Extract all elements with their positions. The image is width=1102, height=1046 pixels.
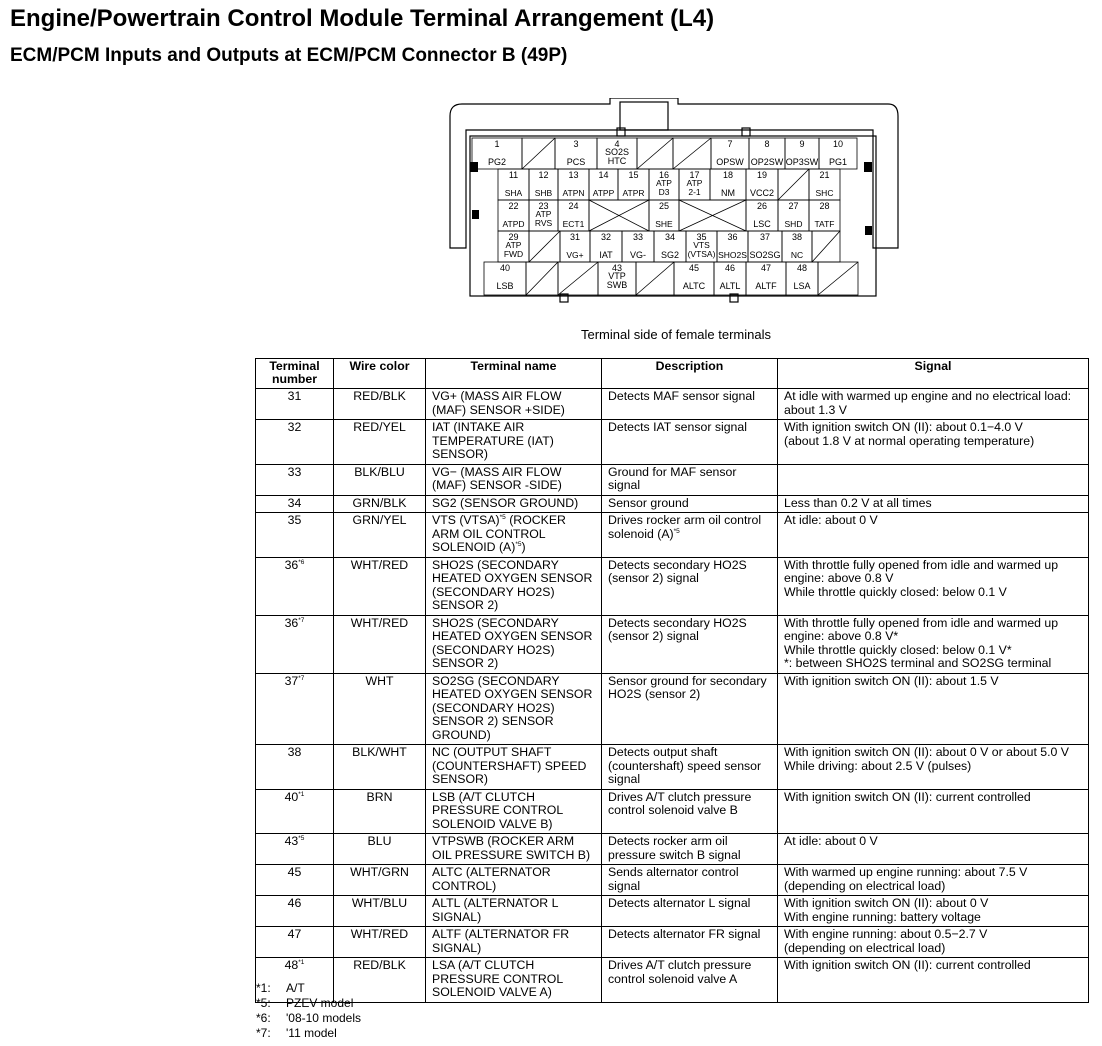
- signal-cell: With ignition switch ON (II): about 0.1−4.0 V (about 1.8 V at normal operating temperature): [778, 420, 1089, 465]
- pin-cell: [529, 169, 558, 200]
- description-cell: Sensor ground: [602, 495, 778, 513]
- terminal-number: 45: [287, 865, 302, 879]
- terminal-number: 43: [284, 834, 299, 848]
- pin-cell: [472, 138, 522, 169]
- signal-cell: With throttle fully opened from idle and warmed up engine: above 0.8 V* While throttle quickly closed: below 0.1 V* *: between SHO2S terminal and SO2SG terminal: [778, 615, 1089, 673]
- footnote-mark: *5:: [256, 996, 271, 1010]
- pin-number: 7: [727, 139, 733, 149]
- empty-cell-slash: [636, 262, 674, 295]
- terminal-name-cell: ALTF (ALTERNATOR FR SIGNAL): [426, 927, 602, 958]
- pin-cell: [717, 231, 748, 262]
- pin-cell: [622, 231, 654, 262]
- pin-number: 22: [508, 201, 519, 211]
- terminal-number-cell: [256, 615, 334, 673]
- wire-color-cell: BLK/BLU: [334, 464, 426, 495]
- wire-color-cell: WHT/RED: [334, 927, 426, 958]
- pin-number: 23: [538, 201, 549, 211]
- table-body: [256, 389, 1089, 1003]
- pin-cell: [597, 138, 637, 169]
- signal-cell: With warmed up engine running: about 7.5 V (depending on electrical load): [778, 865, 1089, 896]
- connector-diagram: [440, 98, 912, 318]
- footnote-text: '11 model: [286, 1026, 337, 1040]
- pin-number: 45: [688, 263, 700, 273]
- table-row: [256, 865, 1089, 896]
- empty-cell-slash: [673, 138, 711, 169]
- pin-number: 43: [611, 263, 623, 273]
- empty-pin-cell: [818, 262, 858, 295]
- pin-label: VTP SWB: [606, 271, 628, 290]
- pin-number: 17: [689, 170, 700, 180]
- signal-cell: With ignition switch ON (II): current controlled: [778, 789, 1089, 834]
- pin-number: 32: [600, 232, 612, 242]
- footnote-text: A/T: [286, 981, 305, 995]
- table-row: [256, 495, 1089, 513]
- description-cell: Detects IAT sensor signal: [602, 420, 778, 465]
- pin-cell: [819, 138, 857, 169]
- footnote-mark: *6:: [256, 1011, 271, 1025]
- terminal-name-cell: SO2SG (SECONDARY HEATED OXYGEN SENSOR (SECONDARY HO2S) SENSOR 2) SENSOR GROUND): [426, 673, 602, 745]
- pin-number: 27: [788, 201, 799, 211]
- pin-cell: [778, 200, 809, 231]
- signal-cell: With engine running: about 0.5−2.7 V (depending on electrical load): [778, 927, 1089, 958]
- empty-cell-slash: [812, 231, 840, 262]
- header-wire-color: Wire color: [334, 359, 426, 389]
- header-terminal-number: Terminal number: [256, 359, 334, 389]
- pin-cell: [710, 169, 746, 200]
- terminal-number: 40: [284, 789, 299, 804]
- pin-number: 21: [819, 170, 830, 180]
- pin-number: 36: [727, 232, 738, 242]
- footnote: [256, 1026, 361, 1041]
- pin-label: ATP D3: [656, 178, 672, 197]
- table-header-row: [256, 359, 1089, 389]
- description-cell: Ground for MAF sensor signal: [602, 464, 778, 495]
- signal-cell: With ignition switch ON (II): about 1.5 V: [778, 673, 1089, 745]
- footnote-text: '08-10 models: [286, 1011, 361, 1025]
- pin-label: SG2: [660, 250, 680, 260]
- pin-label: SHA: [504, 188, 523, 198]
- table-row: [256, 927, 1089, 958]
- description-cell: Drives A/T clutch pressure control solenoid valve A: [602, 958, 778, 1003]
- pin-number: 34: [664, 232, 676, 242]
- pin-label: OP3SW: [785, 157, 819, 167]
- table-row: [256, 615, 1089, 673]
- pin-number: 14: [598, 170, 609, 180]
- terminal-number-cell: [256, 673, 334, 745]
- pin-number: 35: [696, 232, 707, 242]
- terminal-name-cell: SG2 (SENSOR GROUND): [426, 495, 602, 513]
- pin-cell: [749, 138, 785, 169]
- empty-cell-slash: [637, 138, 673, 169]
- footnote-marker: *1: [298, 790, 305, 798]
- empty-pin-cell: [558, 262, 598, 295]
- empty-cell-slash: [526, 262, 558, 295]
- pin-label: ATP FWD: [503, 240, 524, 259]
- description-cell: Drives A/T clutch pressure control solenoid valve B: [602, 789, 778, 834]
- pin-cell: [589, 169, 618, 200]
- empty-cell-slash: [522, 138, 555, 169]
- signal-cell: Less than 0.2 V at all times: [778, 495, 1089, 513]
- pin-number: 10: [832, 139, 844, 149]
- pin-label: ATPR: [622, 188, 645, 198]
- pin-label: ALTC: [682, 281, 706, 291]
- pin-cell: [618, 169, 649, 200]
- table-row: [256, 789, 1089, 834]
- pin-cell: [649, 200, 679, 231]
- wire-color-cell: BRN: [334, 789, 426, 834]
- pin-label: NC: [790, 250, 804, 260]
- signal-cell: [778, 464, 1089, 495]
- pin-number: 29: [508, 232, 519, 242]
- pin-label: SHD: [784, 219, 803, 229]
- pin-number: 12: [538, 170, 549, 180]
- pin-label: SO2S HTC: [604, 147, 630, 166]
- pin-number: 28: [819, 201, 830, 211]
- pin-label: SO2SG: [749, 250, 781, 260]
- pin-cell: [649, 169, 679, 200]
- pin-label: LSA: [793, 281, 811, 291]
- terminal-number: 36: [284, 615, 299, 630]
- pin-label: LSB: [496, 281, 514, 291]
- pin-label: VCC2: [749, 188, 775, 198]
- description-cell: Detects alternator L signal: [602, 896, 778, 927]
- pin-label: OP2SW: [750, 157, 784, 167]
- pin-cell: [590, 231, 622, 262]
- terminal-number-cell: [256, 389, 334, 420]
- description-cell: Detects secondary HO2S (sensor 2) signal: [602, 557, 778, 615]
- terminal-name-cell: VTS (VTSA)$^{*5}$ (ROCKER ARM OIL CONTROL SOLENOID $(A)^{*5}$): [426, 513, 602, 558]
- table-row: [256, 464, 1089, 495]
- pin-number: 24: [568, 201, 579, 211]
- pin-label: ALTF: [755, 281, 777, 291]
- pin-cell: [560, 231, 590, 262]
- pin-cell: [714, 262, 746, 295]
- pin-number: 33: [632, 232, 644, 242]
- footnote-marker: *5: [298, 834, 305, 842]
- wire-color-cell: GRN/YEL: [334, 513, 426, 558]
- empty-pin-cell: [778, 169, 809, 200]
- pin-cell: [686, 231, 717, 262]
- terminal-number: 31: [287, 389, 302, 403]
- pin-number: 9: [799, 139, 805, 149]
- footnote-marker: *7: [298, 674, 305, 682]
- pin-number: 16: [658, 170, 670, 180]
- pin-label: ATP 2-1: [686, 178, 703, 197]
- signal-cell: With ignition switch ON (II): about 0 V With engine running: battery voltage: [778, 896, 1089, 927]
- footnote-mark: *7:: [256, 1026, 271, 1040]
- page-subtitle: ECM/PCM Inputs and Outputs at ECM/PCM Connector B (49P): [10, 45, 568, 66]
- footnote: [256, 981, 361, 996]
- pin-cell: [558, 200, 589, 231]
- terminal-number: 35: [287, 513, 302, 527]
- empty-pin-cell: [673, 138, 711, 169]
- footnote: [256, 996, 361, 1011]
- pin-number: 26: [756, 201, 768, 211]
- wire-color-cell: WHT/RED: [334, 615, 426, 673]
- footnote-marker: *7: [298, 616, 305, 624]
- pin-label: VG-: [629, 250, 647, 260]
- pin-cell: [529, 200, 558, 231]
- header-terminal-name: Terminal name: [426, 359, 602, 389]
- pin-number: 19: [756, 170, 768, 180]
- terminal-name-cell: ALTC (ALTERNATOR CONTROL): [426, 865, 602, 896]
- empty-cell-slash: [529, 231, 560, 262]
- pin-label: ATPN: [562, 188, 585, 198]
- terminal-name-cell: LSB (A/T CLUTCH PRESSURE CONTROL SOLENOID VALVE B): [426, 789, 602, 834]
- terminal-name-cell: VTPSWB (ROCKER ARM OIL PRESSURE SWITCH B): [426, 834, 602, 865]
- pin-cell: [809, 200, 840, 231]
- pin-label: SHB: [534, 188, 553, 198]
- pin-number: 1: [494, 139, 500, 149]
- table-row: [256, 958, 1089, 1003]
- terminal-number: 46: [287, 896, 302, 910]
- pin-label: ATPP: [592, 188, 615, 198]
- pin-number: 38: [791, 232, 803, 242]
- empty-pin-cell: [522, 138, 555, 169]
- pin-cell: [598, 262, 636, 295]
- pin-cell: [484, 262, 526, 295]
- table-row: [256, 673, 1089, 745]
- terminal-name-cell: VG− (MASS AIR FLOW (MAF) SENSOR -SIDE): [426, 464, 602, 495]
- pin-label: SHO2S: [718, 250, 747, 260]
- signal-cell: At idle: about 0 V: [778, 834, 1089, 865]
- terminal-number: 47: [287, 927, 302, 941]
- terminal-name-cell: SHO2S (SECONDARY HEATED OXYGEN SENSOR (SECONDARY HO2S) SENSOR 2): [426, 557, 602, 615]
- pin-cell: [679, 169, 710, 200]
- terminal-name-cell: SHO2S (SECONDARY HEATED OXYGEN SENSOR (SECONDARY HO2S) SENSOR 2): [426, 615, 602, 673]
- signal-cell: At idle with warmed up engine and no electrical load: about 1.3 V: [778, 389, 1089, 420]
- terminal-number: 32: [287, 420, 302, 434]
- empty-cell-slash: [778, 169, 809, 200]
- pin-cell: [558, 169, 589, 200]
- footnote-marker: *1: [298, 958, 305, 966]
- pin-number: 13: [568, 170, 579, 180]
- terminal-number-cell: [256, 789, 334, 834]
- pin-label: ALTL: [719, 281, 741, 291]
- pin-number: 48: [796, 263, 808, 273]
- pin-cell: [654, 231, 686, 262]
- pin-number: 3: [573, 139, 579, 149]
- terminal-number: 34: [287, 495, 302, 510]
- terminal-name-cell: LSA (A/T CLUTCH PRESSURE CONTROL SOLENOID VALVE A): [426, 958, 602, 1003]
- signal-cell: With throttle fully opened from idle and warmed up engine: above 0.8 V While throttle quickly closed: below 0.1 V: [778, 557, 1089, 615]
- wire-color-cell: BLU: [334, 834, 426, 865]
- signal-cell: At idle: about 0 V: [778, 513, 1089, 558]
- pin-number: 4: [614, 139, 620, 149]
- empty-pin-cell: [526, 262, 558, 295]
- empty-cell-slash: [558, 262, 598, 295]
- pin-number: 46: [724, 263, 736, 273]
- terminal-name-cell: NC (OUTPUT SHAFT (COUNTERSHAFT) SPEED SENSOR): [426, 745, 602, 790]
- pin-cell: [748, 231, 782, 262]
- empty-pin-cell: [529, 231, 560, 262]
- wire-color-cell: WHT: [334, 673, 426, 745]
- description-cell: Sensor ground for secondary HO2S (sensor 2): [602, 673, 778, 745]
- pin-cell: [674, 262, 714, 295]
- page-title: Engine/Powertrain Control Module Terminal Arrangement (L4): [10, 5, 715, 32]
- wire-color-cell: BLK/WHT: [334, 745, 426, 790]
- connector-caption: Terminal side of female terminals: [580, 327, 772, 342]
- pin-label: OPSW: [716, 157, 744, 167]
- wire-color-cell: RED/BLK: [334, 389, 426, 420]
- pin-cell: [809, 169, 840, 200]
- pin-cell: [498, 231, 529, 262]
- empty-cell-slash: [818, 262, 858, 295]
- pin-label: VG+: [566, 250, 584, 260]
- pin-cell: [746, 169, 778, 200]
- terminal-number: 38: [287, 745, 302, 759]
- pin-number: 31: [569, 232, 581, 242]
- footnote-marker: *6: [298, 558, 305, 566]
- description-cell: Detects rocker arm oil pressure switch B signal: [602, 834, 778, 865]
- pin-label: TATF: [814, 219, 835, 229]
- pin-cell: [746, 200, 778, 231]
- description-cell: Detects secondary HO2S (sensor 2) signal: [602, 615, 778, 673]
- description-cell: Detects output shaft (countershaft) speed sensor signal: [602, 745, 778, 790]
- pin-number: 40: [499, 263, 511, 273]
- terminal-number: 36: [284, 557, 299, 572]
- header-signal: Signal: [778, 359, 1089, 389]
- pin-number: 47: [760, 263, 772, 273]
- empty-pin-cell: [637, 138, 673, 169]
- pin-label: VTS (VTSA): [687, 240, 716, 259]
- wire-color-cell: GRN/BLK: [334, 495, 426, 513]
- description-cell: Sends alternator control signal: [602, 865, 778, 896]
- terminal-number-cell: [256, 865, 334, 896]
- footnote: [256, 1011, 361, 1026]
- pin-number: 18: [722, 170, 734, 180]
- terminal-number-cell: [256, 834, 334, 865]
- terminal-number: 48: [284, 958, 299, 972]
- pin-label: ECT1: [562, 219, 585, 229]
- pin-number: 15: [628, 170, 639, 180]
- wire-color-cell: WHT/RED: [334, 557, 426, 615]
- terminal-number-cell: [256, 513, 334, 558]
- empty-pin-cell: [636, 262, 674, 295]
- wire-color-cell: RED/YEL: [334, 420, 426, 465]
- pin-label: SHE: [655, 219, 673, 229]
- header-description: Description: [602, 359, 778, 389]
- table-row: [256, 513, 1089, 558]
- pin-label: ATPD: [502, 219, 525, 229]
- terminal-name-cell: ALTL (ALTERNATOR L SIGNAL): [426, 896, 602, 927]
- footnote-text: PZEV model: [286, 996, 354, 1010]
- terminal-name-cell: VG+ (MASS AIR FLOW (MAF) SENSOR +SIDE): [426, 389, 602, 420]
- terminal-number: 37: [284, 673, 299, 688]
- terminal-number-cell: [256, 557, 334, 615]
- pin-cell: [785, 138, 819, 169]
- table-row: [256, 745, 1089, 790]
- terminal-number-cell: [256, 745, 334, 790]
- pin-cell: [746, 262, 786, 295]
- table-row: [256, 389, 1089, 420]
- pin-label: PG1: [828, 157, 848, 167]
- table-row: [256, 834, 1089, 865]
- empty-pin-cell: [589, 200, 649, 231]
- wire-color-cell: WHT/GRN: [334, 865, 426, 896]
- pin-label: PG2: [487, 157, 507, 167]
- description-cell: Detects MAF sensor signal: [602, 389, 778, 420]
- pin-label: LSC: [753, 219, 771, 229]
- pin-number: 25: [658, 201, 670, 211]
- terminal-number: 33: [287, 464, 302, 479]
- description-cell: Detects alternator FR signal: [602, 927, 778, 958]
- pin-cell: [711, 138, 749, 169]
- terminal-number-cell: [256, 464, 334, 495]
- pin-cell: [498, 169, 529, 200]
- signal-cell: With ignition switch ON (II): current controlled: [778, 958, 1089, 1003]
- pin-cell: [498, 200, 529, 231]
- table-row: [256, 896, 1089, 927]
- wire-color-cell: WHT/BLU: [334, 896, 426, 927]
- signal-cell: With ignition switch ON (II): about 0 V or about 5.0 V While driving: about 2.5 V (pulses): [778, 745, 1089, 790]
- terminal-number-cell: [256, 420, 334, 465]
- pin-number: 8: [764, 139, 770, 149]
- empty-pin-cell: [812, 231, 840, 262]
- pin-grid: [472, 138, 858, 295]
- pin-label: SHC: [815, 188, 834, 198]
- pin-number: 37: [759, 232, 771, 242]
- pin-number: 11: [508, 170, 519, 180]
- footnote-mark: *1:: [256, 981, 271, 995]
- table-row: [256, 557, 1089, 615]
- terminal-number-cell: [256, 896, 334, 927]
- terminal-number-cell: [256, 495, 334, 513]
- terminal-number-cell: [256, 927, 334, 958]
- empty-pin-cell: [679, 200, 746, 231]
- pin-label: NM: [721, 188, 735, 198]
- terminal-name-cell: IAT (INTAKE AIR TEMPERATURE (IAT) SENSOR): [426, 420, 602, 465]
- footnotes: [256, 981, 361, 1041]
- terminal-table: [255, 358, 1089, 1003]
- pin-label: IAT: [599, 250, 613, 260]
- pin-label: PCS: [566, 157, 586, 167]
- pin-cell: [782, 231, 812, 262]
- pin-cell: [555, 138, 597, 169]
- description-cell: Drives rocker arm oil control solenoid $(A)^{*5}$: [602, 513, 778, 558]
- table-row: [256, 420, 1089, 465]
- wire-color-cell: RED/BLK: [334, 958, 426, 1003]
- pin-label: ATP RVS: [534, 209, 553, 228]
- pin-cell: [786, 262, 818, 295]
